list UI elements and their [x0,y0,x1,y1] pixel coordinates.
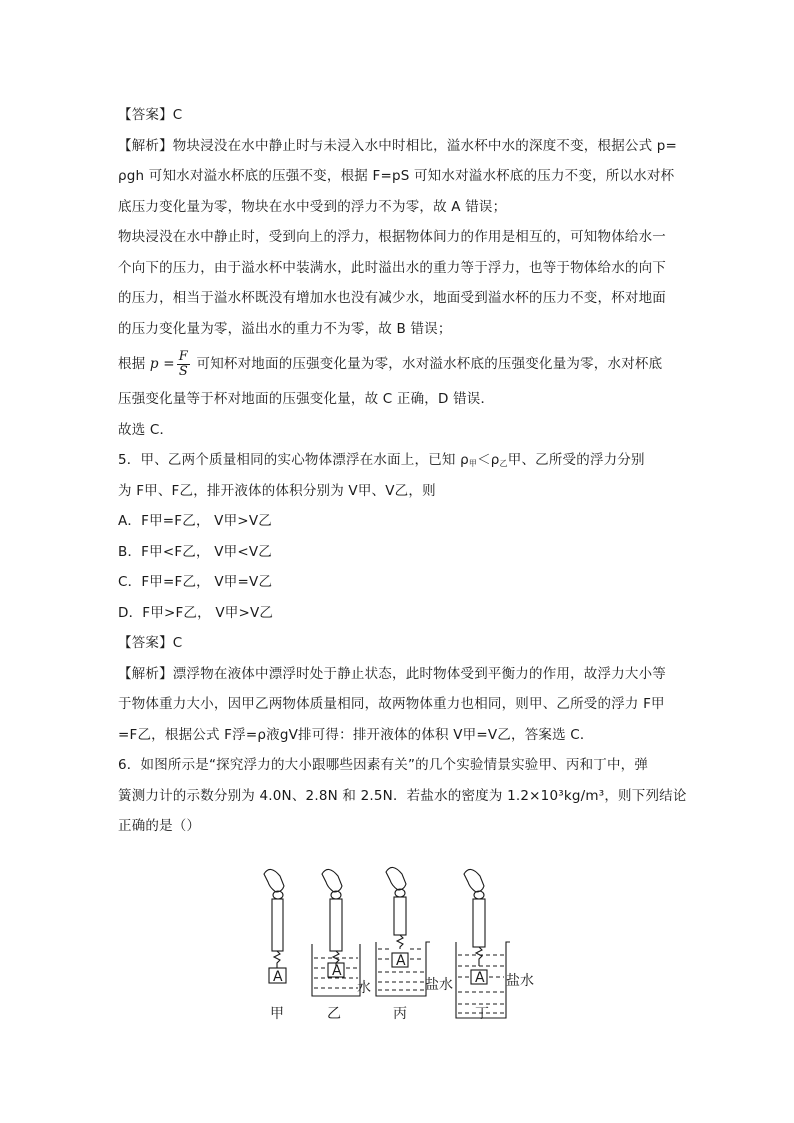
q5-stem-part: 5．甲、乙两个质量相同的实心物体漂浮在水面上，已知 ρ [118,452,469,468]
setup-label-jia: 甲 [270,1006,284,1022]
spring-icon [274,951,280,968]
block-a-label-bing: A [396,953,406,969]
buoyancy-experiment-figure [250,862,550,1022]
pressure-fraction [177,350,190,379]
setup-label-bing: 丙 [393,1006,407,1022]
experiment-diagram [250,862,550,1022]
spring-scale [330,899,342,951]
q4-answer: 【答案】C [118,107,183,123]
q5-explanation-line-2: 于物体重力大小，因甲乙两物体质量相同，故两物体重力也相同，则甲、乙所受的浮力 F甲 [118,696,665,712]
block-a-label-jia: A [273,969,283,985]
q5-stem-sub-a: 甲 [468,459,478,468]
spring-icon [476,947,482,966]
fraction-numerator: F [178,348,188,364]
fraction-denominator: S [178,363,188,379]
setup-bing [376,867,430,996]
q4-formula-line [118,344,678,384]
formula-prefix: 根据 [118,356,150,372]
q5-option-c: C．F甲=F乙， V甲=V乙 [118,574,273,590]
document-content [118,100,687,842]
q5-explanation-line-3: =F乙，根据公式 F浮=ρ液gV排可得：排开液体的体积 V甲=V乙，答案选 C． [118,726,594,743]
setup-label-ding: 丁 [475,1006,489,1022]
setup-label-yi: 乙 [327,1006,341,1022]
spring-icon [397,935,403,949]
spring-scale [394,897,406,935]
q5-stem-mid: ＜ρ [477,452,500,468]
q5-stem-line-1 [118,445,678,476]
q5-option-d: D．F甲>F乙， V甲>V乙 [118,604,274,621]
spring-scale [272,899,283,951]
q5-answer: 【答案】C [118,635,183,651]
q6-stem-line-3: 正确的是（） [118,818,201,834]
q5-stem-end: 甲、乙所受的浮力分别 [507,452,645,468]
hand-icon [386,867,406,890]
spring-scale [473,899,485,947]
block-a-label-ding: A [475,970,485,986]
q4-explanation-line-2: ρgh 可知水对溢水杯底的压强不变，根据 F=pS 可知水对溢水杯底的压力不变，所以水对杯 [118,168,675,184]
liquid-label-salt-water-ding: 盐水 [506,973,534,989]
q5-option-b: B．F甲<F乙， V甲<V乙 [118,543,272,560]
q4-explanation-line-1: 【解析】物块浸没在水中静止时与未浸入水中时相比，溢水杯中水的深度不变，根据公式 p= [118,137,678,154]
q4-explanation-tail: 压强变化量等于杯对地面的压强变化量，故 C 正确，D 错误． [118,391,495,407]
q4-explanation-line-7: 的压力变化量为零，溢出水的重力不为零，故 B 错误； [118,320,452,337]
q4-conclusion: 故选 C． [118,421,174,438]
q5-stem-sub-b: 乙 [499,459,508,468]
hand-icon [464,869,484,892]
q5-option-a: A．F甲=F乙， V甲>V乙 [118,513,272,529]
q4-explanation-line-4: 物块浸没在水中静止时，受到向上的浮力，根据物体间力的作用是相互的，可知物体给水一 [118,229,666,245]
beaker-bing [376,942,430,996]
formula-suffix: 可知杯对地面的压强变化量为零，水对溢水杯底的压强变化量为零，水对杯底 [192,356,663,372]
spring-scale-hook-icon [474,891,484,899]
liquid-label-salt-water-bing: 盐水 [425,977,453,993]
q6-stem-line-2: 簧测力计的示数分别为 4.0N、2.8N 和 2.5N．若盐水的密度为 1.2×10³kg/m³，则下列结论 [118,787,687,804]
q4-explanation-line-6: 的压力，相当于溢水杯既没有增加水也没有减少水，地面受到溢水杯的压力不变，杯对地面 [118,290,666,306]
block-a-label-yi: A [332,963,342,979]
liquid-label-water: 水 [357,980,371,996]
hand-icon [264,869,284,892]
hand-icon [322,869,342,892]
q4-explanation-line-3: 底压力变化量为零，物块在水中受到的浮力不为零，故 A 错误； [118,198,507,215]
q5-explanation-line-1: 【解析】漂浮物在液体中漂浮时处于静止状态，此时物体受到平衡力的作用，故浮力大小等 [118,665,666,682]
q6-stem-line-1: 6．如图所示是“探究浮力的大小跟哪些因素有关”的几个实验情景实验甲、丙和丁中，弹 [118,757,649,773]
setup-jia [264,869,286,983]
q4-explanation-line-5: 个向下的压力，由于溢水杯中装满水，此时溢出水的重力等于浮力，也等于物体给水的向下 [118,259,666,276]
setup-ding [456,869,510,1018]
q5-stem-line-2: 为 F甲、F乙，排开液体的体积分别为 V甲、V乙，则 [118,482,436,499]
formula-lhs: p = [149,356,175,372]
